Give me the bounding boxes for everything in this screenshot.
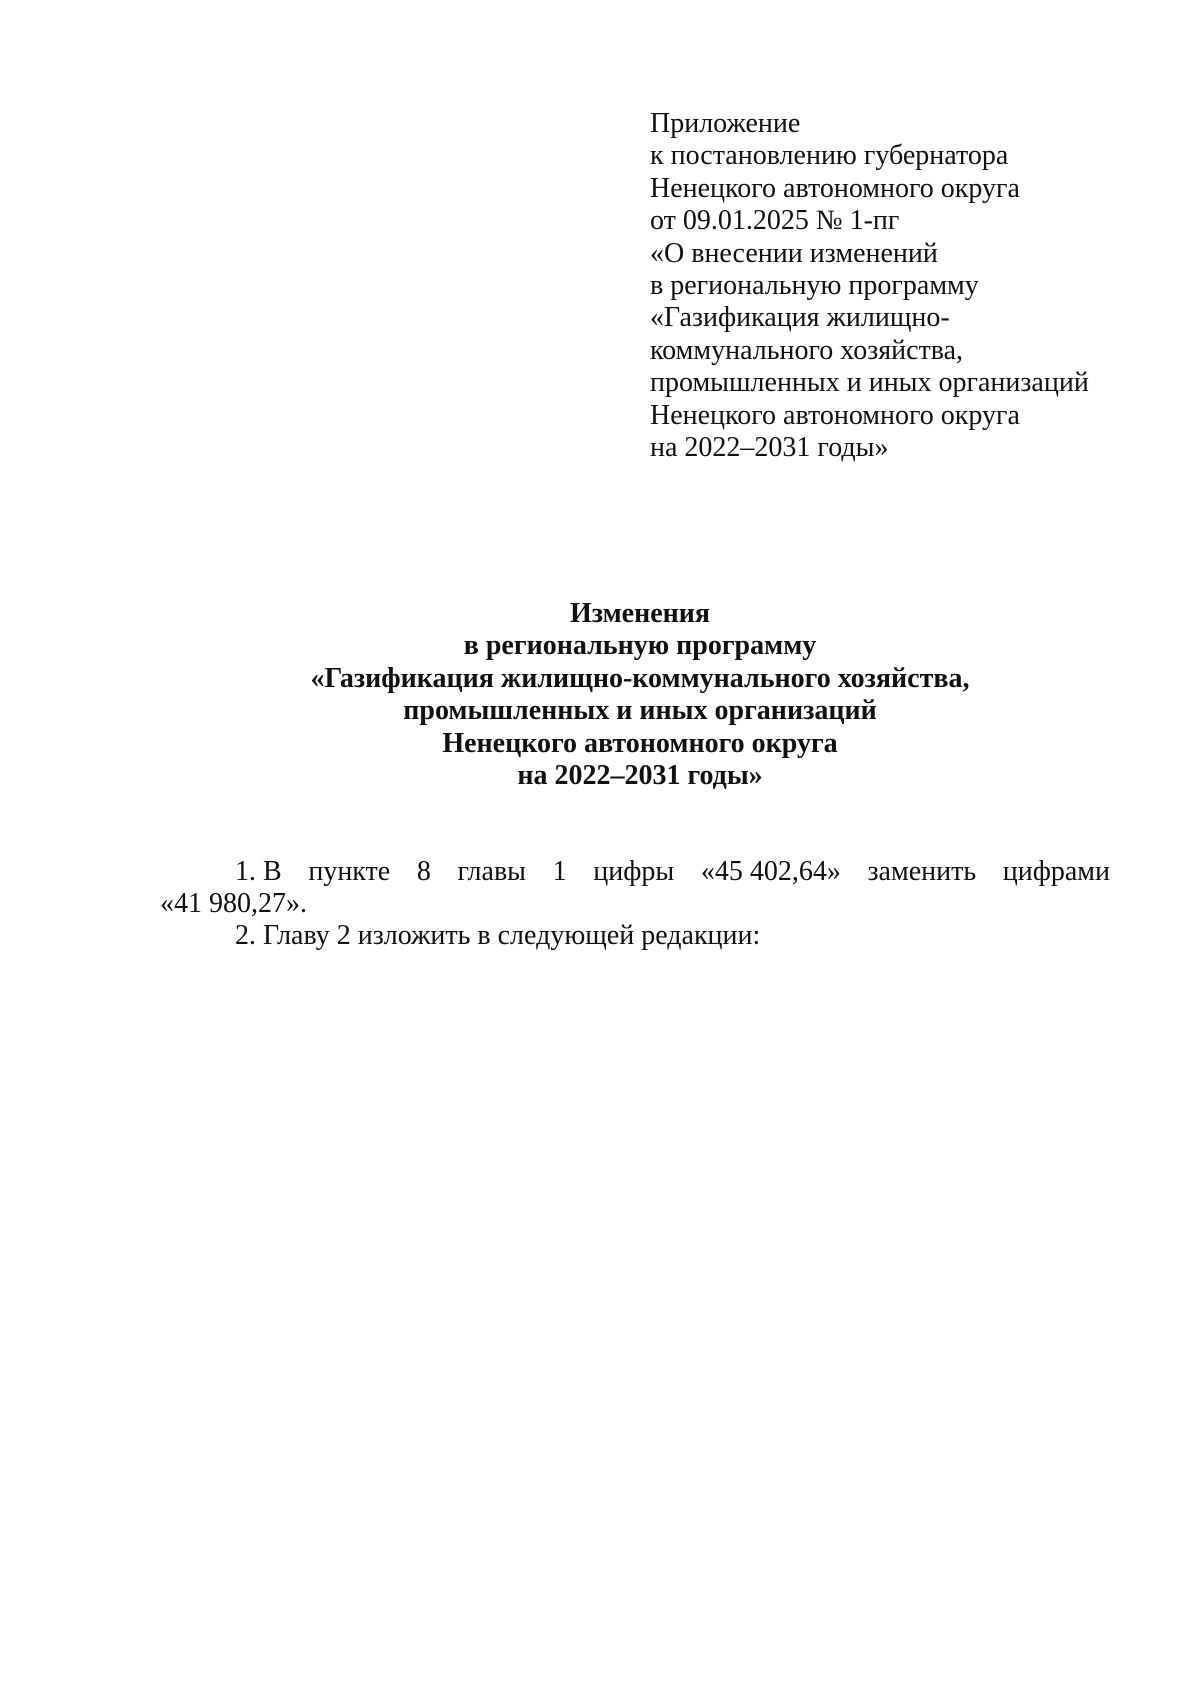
title-line: Ненецкого автономного округа [442,727,838,759]
word: пункте [308,856,391,887]
title-line: «Газификация жилищно-коммунального хозяйства, [310,662,970,694]
appendix-line: Приложение [650,108,801,139]
word: цифрами [1002,856,1110,887]
paragraph-continuation: «41 980,27». [160,888,307,919]
title-line: промышленных и иных организаций [403,695,877,727]
word: заменить [867,856,977,887]
word: цифры [593,856,675,887]
appendix-line: на 2022–2031 годы» [650,432,889,464]
document-title [100,598,1180,792]
appendix-line: Ненецкого автономного округа [650,399,1020,431]
appendix-line: «Газификация жилищно- [650,302,950,334]
appendix-line: Ненецкого автономного округа [650,172,1020,204]
paragraph-item-2: 2. Главу 2 изложить в следующей редакции: [235,920,761,951]
word: 8 [416,856,431,887]
word: «45 402,64» [700,856,841,887]
appendix-line: «О внесении изменений [650,237,938,269]
title-line: на 2022–2031 годы» [517,760,763,792]
word: 1. В [235,856,282,887]
appendix-line: в региональную программу [650,270,979,302]
appendix-block [650,108,1170,464]
word: главы [457,856,526,887]
paragraph-item-1 [160,856,1110,920]
appendix-line: промышленных и иных организаций [650,367,1089,399]
appendix-line: к постановлению губернатора [650,140,1009,172]
document-body [160,856,1110,952]
paragraph-first-line [160,856,1110,888]
title-line: в региональную программу [463,630,817,662]
word: 1 [552,856,567,887]
title-line: Изменения [569,598,711,629]
appendix-line: от 09.01.2025 № 1-пг [650,205,900,237]
appendix-line: коммунального хозяйства, [650,334,964,366]
